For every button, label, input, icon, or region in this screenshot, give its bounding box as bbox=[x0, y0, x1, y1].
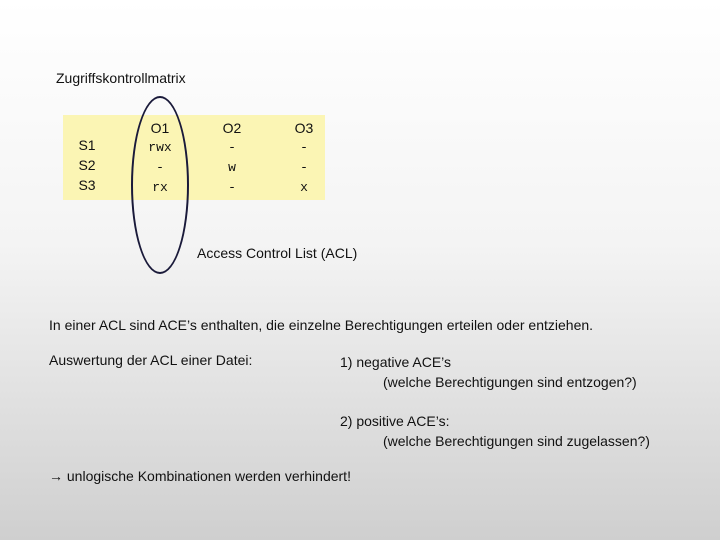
evaluation-step-label: 1) negative ACE’s bbox=[340, 354, 452, 370]
evaluation-step-label: 2) positive ACE’s: bbox=[340, 413, 450, 429]
slide-title: Zugriffskontrollmatrix bbox=[56, 70, 186, 86]
subject-label: S2 bbox=[78, 157, 96, 173]
evaluation-step-detail: (welche Berechtigungen sind entzogen?) bbox=[383, 374, 637, 390]
matrix-cell: rwx bbox=[148, 140, 172, 155]
matrix-column-o2 bbox=[212, 118, 252, 198]
subject-label: S1 bbox=[78, 137, 96, 153]
matrix-cell: - bbox=[228, 180, 236, 195]
evaluation-label: Auswertung der ACL einer Datei: bbox=[49, 352, 253, 368]
intro-text: In einer ACL sind ACE’s enthalten, die einzelne Berechtigungen erteilen oder entziehen. bbox=[49, 317, 594, 333]
acl-column-highlight-oval bbox=[131, 96, 189, 274]
subject-label: S3 bbox=[78, 177, 96, 193]
column-header: O1 bbox=[150, 120, 170, 136]
matrix-column-o3 bbox=[284, 118, 324, 198]
evaluation-step bbox=[340, 352, 637, 392]
column-header: O2 bbox=[222, 120, 242, 136]
matrix-cell: rx bbox=[152, 180, 168, 195]
matrix-cell: - bbox=[300, 160, 308, 175]
matrix-cell: - bbox=[156, 160, 164, 175]
column-header: O3 bbox=[294, 120, 314, 136]
evaluation-step bbox=[340, 411, 650, 451]
conclusion-text: → unlogische Kombinationen werden verhindert! bbox=[49, 468, 351, 484]
matrix-cell: w bbox=[228, 160, 236, 175]
matrix-cell: x bbox=[300, 180, 308, 195]
evaluation-step-detail: (welche Berechtigungen sind zugelassen?) bbox=[383, 433, 650, 449]
matrix-cell: - bbox=[228, 140, 236, 155]
acl-label: Access Control List (ACL) bbox=[197, 245, 358, 261]
matrix-cell: - bbox=[300, 140, 308, 155]
